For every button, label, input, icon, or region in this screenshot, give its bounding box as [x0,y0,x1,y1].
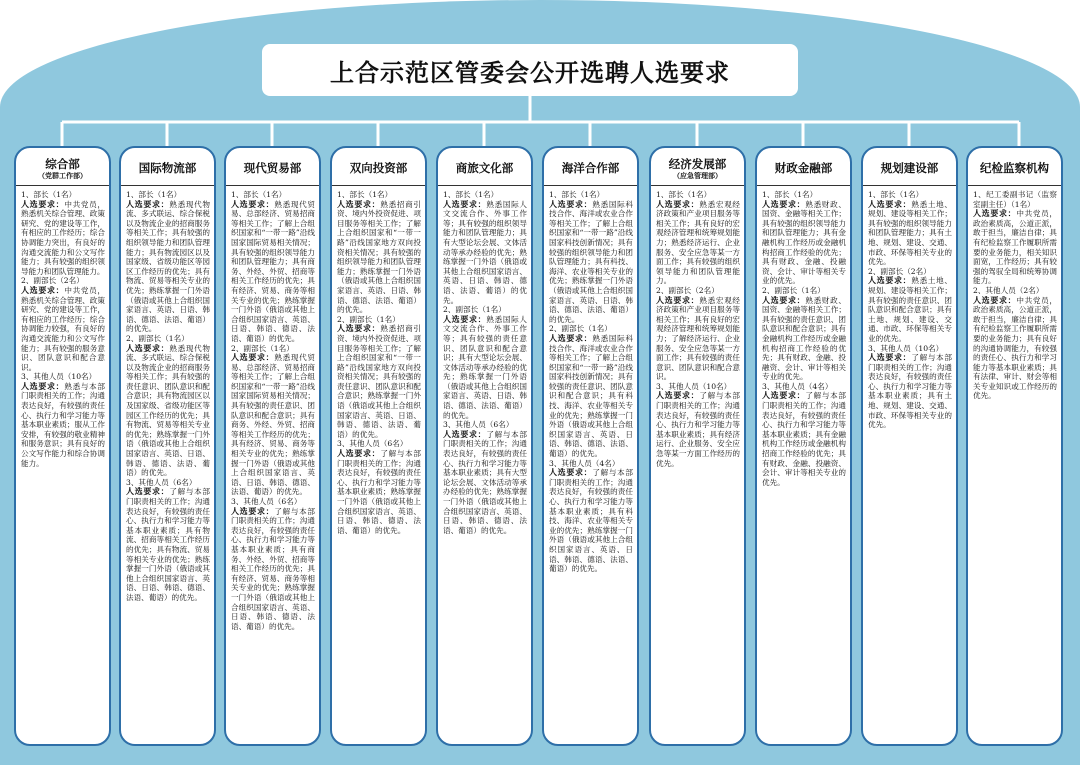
requirement-line: 1、部长（1名） [868,190,924,199]
requirement-line: 2、副部长（2名） [868,266,931,276]
requirement-line: 人选要求：了解与本部门职责相关的工作；沟通表达良好，有较强的责任心、执行力和学习能力等基本职业素质；具有土地、规划、建设、交通、市政、环保等相关专业的优先。 [868,352,953,430]
department-column [966,146,1063,746]
department-requirements [549,186,633,574]
department-header [332,152,425,186]
department-header [863,152,956,186]
department-requirements [126,186,210,603]
requirement-line: 2、其他人员（2名） [973,285,1044,295]
requirement-line: 人选要求：熟悉宏观经济政策和产业项目服务等相关工作；具有良好的宏观经济管理和统筹规划能力；熟悉经济运行、企业服务、安全应急等某一方面工作；具有较强的组织领导能力和团队管理能力。 [656,198,741,286]
requirement-line: 人选要求：熟悉土地、规划、建设等相关工作；具有较强的责任意识、团队意识和配合意识；具有土地、规划、建设、交通、市政、环保等相关专业的优先。 [868,275,953,343]
requirement-line: 人选要求：了解与本部门职责相关的工作；沟通表达良好，有较强的责任心、执行力和学习能力等基本职业素质；具有物流、招商等相关工作经历的优先；具有物流、贸易等相关专业的优先；熟练掌握一门外语（俄语或其他上合组织国家语言、英语、日语、韩语、德语、法语、葡语）的优先。 [126,486,211,602]
requirement-line: 人选要求：中共党员，熟悉机关综合管理、政策研究、党的建设等工作，有相应的工作经历；综合协调能力突出，有良好的沟通交流能力和公文写作能力；具有较强的组织领导能力和团队管理能力。 [21,198,106,276]
department-header [16,152,109,186]
department-header [651,152,744,186]
requirement-line: 3、其他人员（10名） [868,343,944,353]
requirement-line: 2、副部长（1名） [231,343,294,353]
requirement-line: 1、部长（1名） [337,190,393,199]
requirement-line: 人选要求：了解与本部门职责相关的工作；沟通表达良好，有较强的责任心、执行力和学习能力等基本职业素质；具有金融机构工作经历或金融机构招商工作经验的优先；具有财政、金融、投融资、会计、审计等相关专业的优先。 [762,390,847,487]
requirement-line: 人选要求：熟悉现代物流、多式联运、综合保税以及物流企业的招商服务等相关工作；具有较强的责任意识、团队意识和配合意识；具有物流园区以及国家级、省级功能区等园区工作经历的优先；具有物流、贸易等相关专业的优先；熟练掌握一门外语（俄语或其他上合组织国家语言、英语、日语、韩语、德语、法语、葡语）的优先。 [126,342,211,478]
department-header [438,152,531,186]
department-column [119,146,216,746]
requirement-line: 1、部长（1名） [443,190,499,199]
requirement-line: 人选要求：熟悉国际人文交流合作、外事工作等；具有较强的组织领导能力和团队管理能力；具有大型论坛会展、文体活动等承办经验的优先；熟练掌握一门外语（俄语或其他上合组织国家语言、英语、日语、韩语、德语、法语、葡语）的优先。 [443,198,528,305]
department-header [121,152,214,186]
department-requirements [337,186,421,535]
department-requirements [868,186,952,430]
department-header [226,152,319,186]
requirement-line: 2、副部长（2名） [21,276,84,286]
page-title: 上合示范区管委会公开选聘人选要求 [262,44,798,96]
department-name: 双向投资部 [349,161,408,175]
department-requirements [21,186,105,468]
requirement-line: 1、部长（1名） [549,190,605,199]
requirement-line: 1、部长（1名） [656,190,712,199]
requirement-line: 3、其他人员（6名） [126,477,197,487]
requirement-line: 1、部长（1名） [231,190,287,199]
requirement-line: 人选要求：熟悉财政、国资、金融等相关工作；具有较强的组织领导能力和团队管理能力；具有金融机构工作经历或金融机构招商工作经验的优先；具有财政、金融、投融资、会计、审计等相关专业的优先。 [762,198,847,286]
requirement-line: 3、其他人员（6名） [337,439,408,449]
requirement-line: 人选要求：中共党员，熟悉机关综合管理、政策研究、党的建设等工作，有相应的工作经历；综合协调能力较强，有良好的沟通交流能力和公文写作能力；具有较强的服务意识、团队意识和配合意识。 [21,284,106,372]
requirement-line: 3、其他人员（10名） [656,381,732,391]
requirement-line: 人选要求：中共党员，政治素质高，公道正派，敢于担当，廉洁自律；具有纪检监察工作履职所需要的业务能力；具有良好的沟通协调能力，有较强的责任心、执行力和学习能力等基本职业素质；具有法律、审计、财会等相关专业知识或工作经历的优先。 [973,294,1058,401]
requirement-line: 2、副部长（1名） [337,314,400,324]
requirement-line: 1、部长（1名） [126,190,182,199]
department-requirements [443,186,527,535]
department-name: 国际物流部 [138,161,197,175]
department-requirements [973,186,1057,401]
requirement-line: 人选要求：了解与本部门职责相关的工作；沟通表达良好，有较强的责任心、执行力和学习能力等基本职业素质；具有科技、海洋、农业等相关专业的优先；熟练掌握一门外语（俄语或其他上合组织国家语言、英语、日语、韩语、德语、法语、葡语）的优先。 [549,467,634,574]
requirement-line: 人选要求：熟悉现代贸易、总部经济、贸易招商等相关工作；了解上合组织国家和“一带一路”沿线国家国际贸易相关情况；具有较强的组织领导能力和团队管理能力；具有商务、外经、外贸、招商等相关工作经历的优先；具有经济、贸易、商务等相关专业的优先；熟练掌握一门外语（俄语或其他上合组织国家语言、英语、日语、韩语、德语、法语、葡语）的优先。 [231,198,316,343]
requirement-line: 人选要求：熟悉现代物流、多式联运、综合保税以及物流企业的招商服务等相关工作；具有较强的组织领导能力和团队管理能力；具有物流园区以及国家级、省级功能区等园区工作经历的优先；具有物流、贸易等相关专业的优先；熟练掌握一门外语（俄语或其他上合组织国家语言、英语、日语、韩语、德语、法语、葡语）的优先。 [126,198,211,334]
requirement-line: 人选要求：熟悉招商引资、境内外投资促进、项目服务等相关工作；了解上合组织国家和“一带一路”沿线国家地方双向投资相关情况；具有较强的组织领导能力和团队管理能力；熟练掌握一门外语（俄语或其他上合组织国家语言、英语、日语、韩语、德语、法语、葡语）的优先。 [337,198,422,315]
department-header [544,152,637,186]
department-name: 经济发展部 [668,156,727,171]
department-name: 综合部 [45,156,80,171]
department-name: 纪检监察机构 [980,161,1049,175]
department-name: 海洋合作部 [561,161,620,175]
department-name: 财政金融部 [774,161,833,175]
requirement-line: 2、副部长（1名） [443,305,506,315]
requirement-line: 人选要求：熟悉土地、规划、建设等相关工作；具有较强的组织领导能力和团队管理能力；具有土地、规划、建设、交通、市政、环保等相关专业的优先。 [868,198,953,267]
department-requirements [656,186,740,468]
department-header [968,152,1061,186]
requirement-line: 人选要求：熟悉与本部门职责相关的工作；沟通表达良好，有较强的责任心、执行力和学习能力等基本职业素质；服从工作安排，有较强的敬业精神和服务意识；具有良好的公文写作能力和综合协调能力。 [21,380,106,468]
department-column [224,146,321,746]
requirement-line: 人选要求：熟悉宏观经济政策和产业项目服务等相关工作；具有良好的宏观经济管理和统筹规划能力；了解经济运行、企业服务、安全应急等某一方面工作；具有较强的责任意识、团队意识和配合意识。 [656,294,741,382]
requirement-line: 3、其他人员（4名） [549,458,620,468]
department-column [14,146,111,746]
requirement-line: 3、其他人员（10名） [21,372,97,382]
requirement-line: 2、副部长（1名） [126,333,189,343]
department-column [542,146,639,746]
requirement-line: 3、其他人员（6名） [443,420,514,430]
requirement-line: 人选要求：熟悉招商引资、境内外投资促进、项目服务等相关工作；了解上合组织国家和“一带一路”沿线国家地方双向投资相关情况；具有较强的责任意识、团队意识和配合意识；熟练掌握一门外语（俄语或其他上合组织国家语言、英语、日语、韩语、德语、法语、葡语）的优先。 [337,323,422,439]
department-header [757,152,850,186]
department-column [330,146,427,746]
requirement-line: 2、副部长（1名） [762,285,825,295]
department-name: 商旅文化部 [455,161,514,175]
department-column [755,146,852,746]
requirement-line: 人选要求：熟悉国际科技合作、海洋或农业合作等相关工作；了解上合组织国家和“一带一路”沿线国家科技创新情况；具有较强的责任意识、团队意识和配合意识；具有科技、海洋、农业等相关专业的优先；熟练掌握一门外语（俄语或其他上合组织国家语言、英语、日语、韩语、德语、法语、葡语）的优先。 [549,332,634,459]
requirement-line: 1、部长（1名） [762,190,818,199]
department-name: 规划建设部 [880,161,939,175]
requirement-line: 1、部长（1名） [21,190,77,199]
requirement-line: 2、副部长（1名） [549,324,612,334]
requirement-line: 3、其他人员（4名） [762,381,833,391]
department-requirements [231,186,315,631]
department-subtitle: （应急管理部） [673,170,722,180]
requirement-line: 人选要求：了解与本部门职责相关的工作；沟通表达良好，有较强的责任心、执行力和学习能力等基本职业素质；具有大型论坛会展、文体活动等承办经验的优先；熟练掌握一门外语（俄语或其他上合组织国家语言、英语、日语、韩语、德语、法语、葡语）的优先。 [443,428,528,535]
requirement-line: 3、其他人员（6名） [231,497,302,506]
department-name: 现代贸易部 [243,161,302,175]
requirement-line: 人选要求：熟悉国际科技合作、海洋或农业合作等相关工作；了解上合组织国家和“一带一路”沿线国家科技创新情况；具有较强的组织领导能力和团队管理能力；具有科技、海洋、农业等相关专业的优先；熟练掌握一门外语（俄语或其他上合组织国家语言、英语、日语、韩语、德语、法语、葡语）的优先。 [549,198,634,324]
requirement-line: 1、纪工委副书记（监察室副主任）（1名） [973,190,1057,209]
requirement-line: 人选要求：了解与本部门职责相关的工作；沟通表达良好，有较强的责任心、执行力和学习能力等基本职业素质；具有经济运行、企业服务、安全应急等某一方面工作经历的优先。 [656,390,741,468]
department-subtitle: （党群工作部） [38,170,87,180]
department-requirements [762,186,846,487]
department-column [649,146,746,746]
department-column [861,146,958,746]
requirement-line: 人选要求：熟悉现代贸易、总部经济、贸易招商等相关工作；了解上合组织国家和“一带一路”沿线国家国际贸易相关情况；具有较强的责任意识、团队意识和配合意识；具有商务、外经、外贸、招商等相关工作经历的优先；具有经济、贸易、商务等相关专业的优先；熟练掌握一门外语（俄语或其他上合组织国家语言、英语、日语、韩语、德语、法语、葡语）的优先。 [231,352,316,497]
requirement-line: 人选要求：熟悉国际人文交流合作、外事工作等；具有较强的责任意识、团队意识和配合意识；具有大型论坛会展、文体活动等承办经验的优先；熟练掌握一门外语（俄语或其他上合组织国家语言、英语、日语、韩语、德语、法语、葡语）的优先。 [443,313,528,420]
requirement-line: 人选要求：中共党员，政治素质高，公道正派，敢于担当，廉洁自律；具有纪检监察工作履职所需要的业务能力，相关知识面宽，工作经历；具有较强的驾驭全局和统筹协调能力。 [973,208,1058,286]
requirement-line: 人选要求：了解与本部门职责相关的工作；沟通表达良好，有较强的责任心、执行力和学习能力等基本职业素质；具有商务、外经、外贸、招商等相关工作经历的优先；具有经济、贸易、商务等相关专业的优先；熟练掌握一门外语（俄语或其他上合组织国家语言、英语、日语、韩语、德语、法语、葡语）的优先。 [231,505,316,631]
department-column [436,146,533,746]
requirement-line: 人选要求：了解与本部门职责相关的工作；沟通表达良好，有较强的责任心、执行力和学习能力等基本职业素质；熟练掌握一门外语（俄语或其他上合组织国家语言、英语、日语、韩语、德语、法语、葡语）的优先。 [337,448,422,535]
requirement-line: 2、副部长（2名） [656,285,719,295]
requirement-line: 人选要求：熟悉财政、国资、金融等相关工作；具有较强的责任意识、团队意识和配合意识；具有金融机构工作经历或金融机构招商工作经验的优先；具有财政、金融、投融资、会计、审计等相关专业的优先。 [762,294,847,382]
